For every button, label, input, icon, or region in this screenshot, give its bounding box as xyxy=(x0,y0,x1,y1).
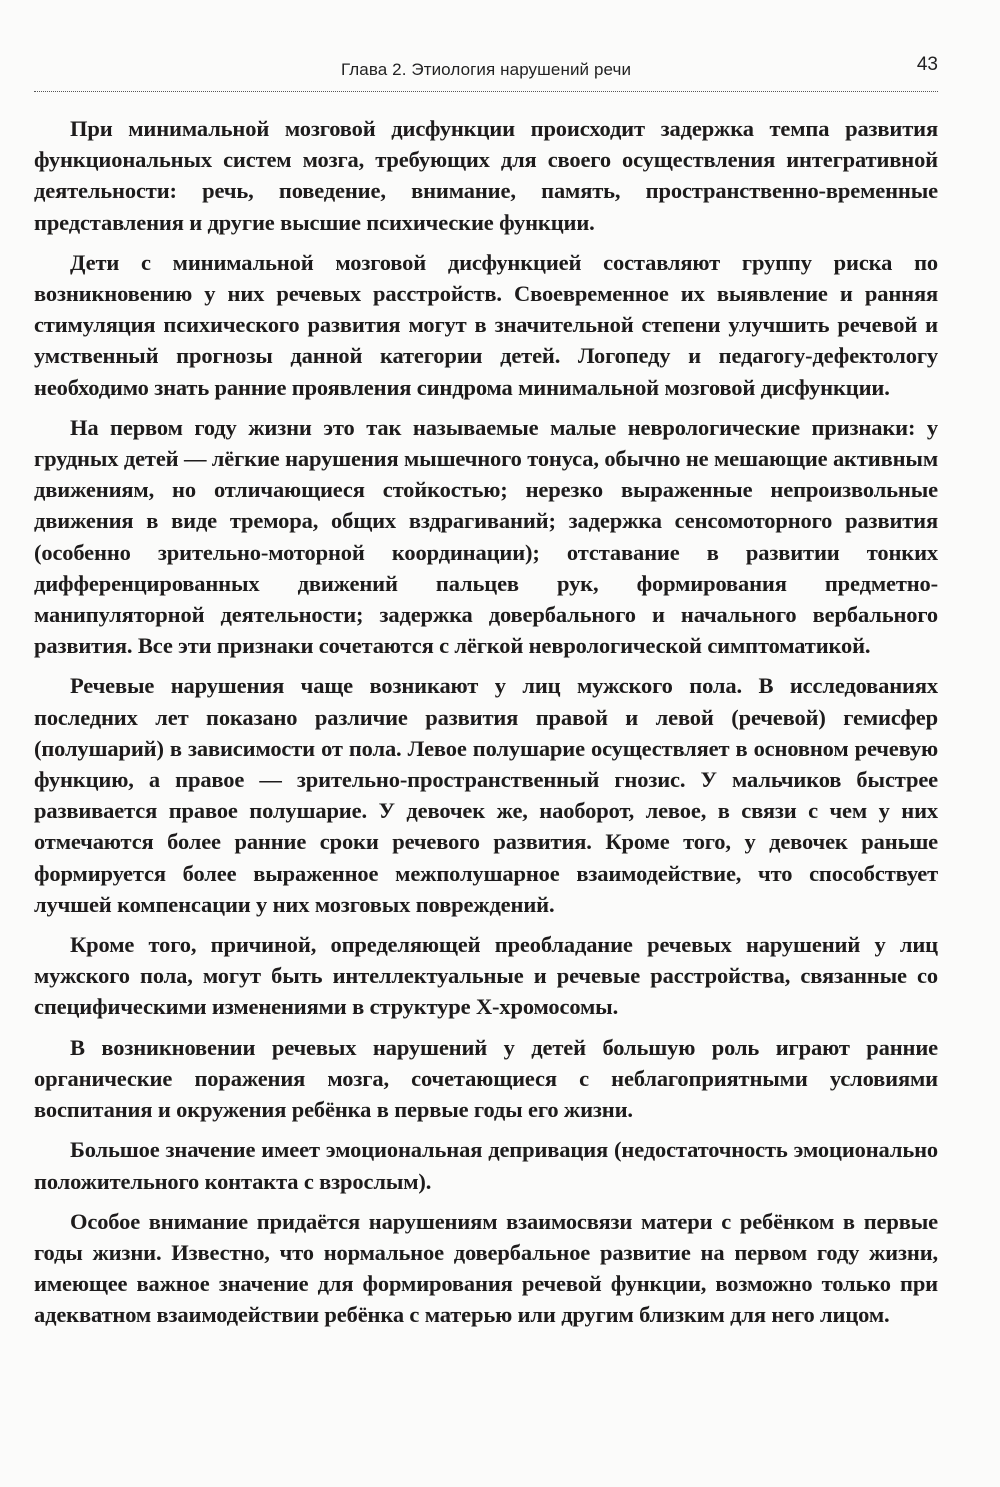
paragraph-6: В возникновении речевых нарушений у детей большую роль играют ранние органические поражения мозга, сочетающиеся с неблагоприятными условиями воспитания и окружения ребёнка в первые годы его жизни. xyxy=(34,1034,938,1123)
paragraph-1: При минимальной мозговой дисфункции происходит задержка темпа развития функциональных систем мозга, требующих для своего осуществления интегративной деятельности: речь, поведение, внимание, память, пространственно-временные представления и другие высшие психические функции. xyxy=(34,116,938,235)
running-header xyxy=(34,52,938,92)
body-text xyxy=(34,113,938,1340)
paragraph-5: Кроме того, причиной, определяющей преобладание речевых нарушений у лиц мужского пола, могут быть интеллектуальные и речевые расстройства, связанные со специфическими изменениями в структуре Х-хромосомы. xyxy=(34,932,938,1020)
paragraph-3: На первом году жизни это так называемые малые неврологические признаки: у грудных детей — лёгкие нарушения мышечного тонуса, обычно не мешающие активным движениям, но отличающиеся стойкостью; нерезко выраженные непроизвольные движения в виде тремора, общих вздрагиваний; задержка сенсомоторного развития (особенно зрительно-моторной координации); отставание в развитии тонких дифференцированных движений пальцев рук, формирования предметно-манипуляторной деятельности; задержка довербального и начального вербального развития. Все эти признаки сочетаются с лёгкой неврологической симптоматикой. xyxy=(34,414,938,659)
header-divider xyxy=(34,91,938,92)
page-number: 43 xyxy=(916,54,938,75)
paragraph-4: Речевые нарушения чаще возникают у лиц мужского пола. В исследованиях последних лет показано различие развития правой и левой (речевой) гемисфер (полушарий) в зависимости от пола. Левое полушарие осуществляет в основном речевую функцию, а правое — зрительно-пространственный гнозис. У мальчиков быстрее развивается правое полушарие. У девочек же, наоборот, левое, в связи с чем у них отмечаются более ранние сроки речевого развития. Кроме того, у девочек раньше формируется более выраженное межполушарное взаимодействие, что способствует лучшей компенсации у них мозговых повреждений. xyxy=(34,673,938,917)
paragraph-7: Большое значение имеет эмоциональная депривация (недостаточность эмоционально положительного контакта с взрослым). xyxy=(34,1137,938,1194)
paragraph-8: Особое внимание придаётся нарушениям взаимосвязи матери с ребёнком в первые годы жизни. Известно, что нормальное довербальное развитие на первом году жизни, имеющее важное значение для формирования речевой функции, возможно только при адекватном взаимодействии ребёнка с матерью или другим близким для него лицом. xyxy=(34,1208,938,1328)
chapter-title: Глава 2. Этиология нарушений речи xyxy=(340,60,632,79)
paragraph-2: Дети с минимальной мозговой дисфункцией составляют группу риска по возникновению у них речевых расстройств. Своевременное их выявление и ранняя стимуляция психического развития могут в значительной степени улучшить речевой и умственный прогнозы данной категории детей. Логопеду и педагогу-дефектологу необходимо знать ранние проявления синдрома минимальной мозговой дисфункции. xyxy=(34,249,938,400)
